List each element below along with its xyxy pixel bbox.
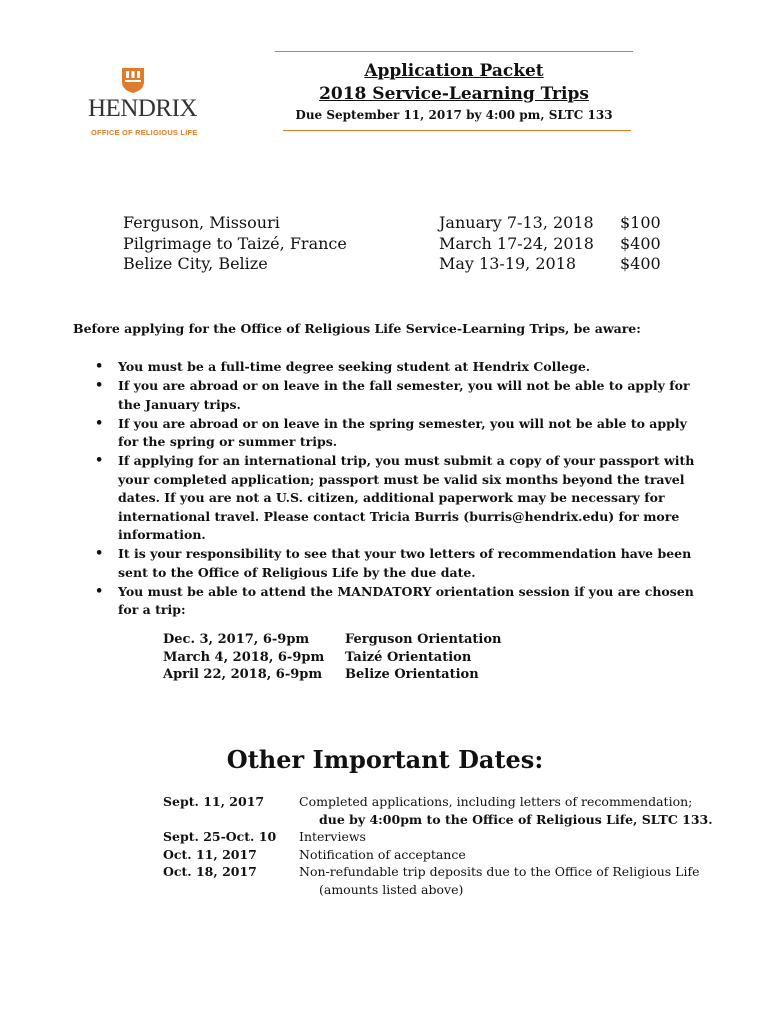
trip-cost: $400 — [620, 254, 661, 273]
date-label: Sept. 25-Oct. 10 — [163, 829, 277, 844]
list-item: • If you are abroad or on leave in the spring semester, you will not be able to apply for the spring or summer trips. — [90, 415, 700, 452]
orientation-date: Dec. 3, 2017, 6-9pm — [163, 632, 310, 647]
trip-location: Belize City, Belize — [123, 254, 268, 273]
header-bottom-rule — [283, 130, 631, 131]
logo-subtitle: OFFICE OF RELIGIOUS LIFE — [91, 128, 198, 137]
date-description — [299, 846, 719, 864]
date-row — [163, 793, 719, 828]
intro-text: Before applying for the Office of Religious Life Service-Learning Trips, be aware: — [73, 321, 641, 336]
date-row — [163, 828, 719, 846]
list-item: • You must be able to attend the MANDATORY orientation session if you are chosen for a trip: — [90, 583, 700, 620]
date-description — [299, 863, 719, 898]
trip-location: Pilgrimage to Taizé, France — [123, 233, 347, 253]
orientation-name: Ferguson Orientation — [345, 632, 502, 647]
other-dates-heading: Other Important Dates: — [226, 745, 544, 774]
page-header — [275, 60, 633, 124]
hendrix-shield-icon — [120, 66, 146, 94]
trip-dates: January 7-13, 2018 — [439, 213, 594, 232]
date-desc-sub — [299, 811, 719, 829]
header-top-rule — [275, 51, 633, 52]
date-desc-text: Notification of acceptance — [299, 846, 466, 862]
date-description — [299, 828, 719, 846]
date-desc-text: Interviews — [299, 829, 366, 844]
hendrix-logo — [88, 66, 198, 137]
date-label: Oct. 11, 2017 — [163, 846, 257, 862]
list-item: • If applying for an international trip, you must submit a copy of your passport with your completed application; passport must be valid six months beyond the travel dates. If you are not a U.S. citizen, additional paperwork may be necessary for international travel. Please contact Tricia Burris (burris@hendrix.edu) for more information. — [90, 452, 700, 545]
due-date-line: Due September 11, 2017 by 4:00 pm, SLTC 133 — [295, 108, 613, 122]
orientation-name: Taizé Orientation — [345, 649, 472, 665]
orientation-date: March 4, 2018, 6-9pm — [163, 649, 325, 665]
trip-location: Ferguson, Missouri — [123, 213, 280, 232]
date-row — [163, 863, 719, 898]
important-dates — [163, 793, 719, 898]
orientation-date: April 22, 2018, 6-9pm — [163, 667, 323, 682]
logo-wordmark: HENDRIX — [88, 95, 197, 122]
list-item: • It is your responsibility to see that your two letters of recommendation have been sent to the Office of Religious Life by the due date. — [90, 545, 700, 582]
date-desc-text: Completed applications, including letters of recommendation; — [299, 794, 693, 809]
trip-dates: March 17-24, 2018 — [439, 233, 594, 253]
list-item: • If you are abroad or on leave in the fall semester, you will not be able to apply for the January trips. — [90, 377, 700, 414]
page-title: Application Packet — [364, 61, 544, 81]
date-desc-sub: (amounts listed above) — [319, 881, 464, 897]
trip-dates: May 13-19, 2018 — [439, 254, 577, 273]
date-desc-bold: due by 4:00pm to the Office of Religious Life, SLTC 133. — [319, 811, 713, 827]
date-label: Oct. 18, 2017 — [163, 864, 257, 879]
date-desc-text: Non-refundable trip deposits due to the Office of Religious Life — [299, 864, 700, 879]
date-row — [163, 846, 719, 864]
trip-cost: $100 — [620, 213, 661, 232]
orientation-name: Belize Orientation — [345, 667, 479, 682]
trip-cost: $400 — [620, 233, 661, 253]
list-item: • You must be a full-time degree seeking student at Hendrix College. — [90, 358, 700, 377]
date-label: Sept. 11, 2017 — [163, 794, 265, 809]
date-description — [299, 793, 719, 828]
page-subtitle: 2018 Service-Learning Trips — [319, 84, 589, 104]
requirements-list — [90, 358, 700, 620]
